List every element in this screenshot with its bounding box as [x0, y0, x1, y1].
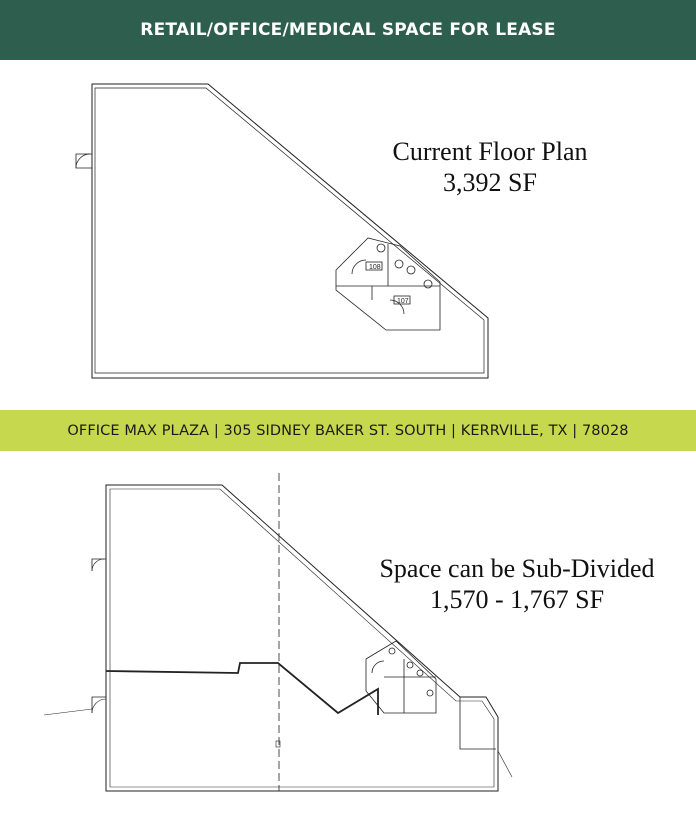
address-text: OFFICE MAX PLAZA | 305 SIDNEY BAKER ST. SOUTH | KERRVILLE, TX | 78028 [67, 422, 629, 439]
subdivided-plan-caption [358, 553, 676, 615]
header-title: RETAIL/OFFICE/MEDICAL SPACE FOR LEASE [140, 20, 556, 40]
room-label-108: 108 [369, 264, 381, 271]
subdivided-plan-size: 1,570 - 1,767 SF [429, 585, 605, 615]
current-plan-size: 3,392 SF [443, 168, 537, 198]
subdivided-floor-plan [0, 451, 696, 824]
current-floor-plan [0, 0, 696, 410]
current-plan-caption [352, 136, 628, 198]
current-plan-title: Current Floor Plan [392, 137, 588, 166]
subdivided-plan-title: Space can be Sub-Divided [379, 554, 655, 583]
room-label-107: 107 [397, 298, 409, 305]
address-banner [0, 410, 696, 451]
